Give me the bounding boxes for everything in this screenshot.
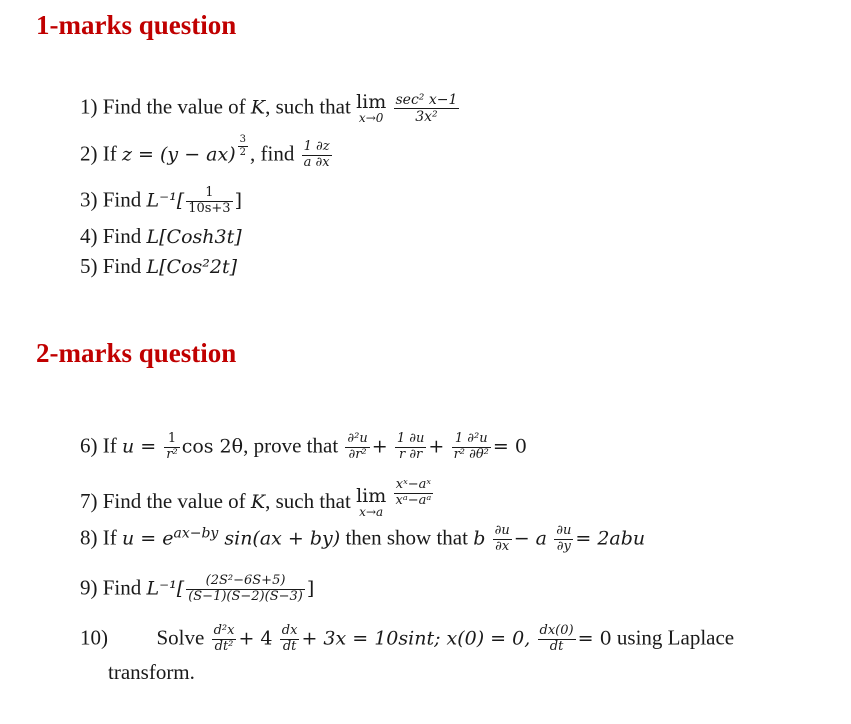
q6-term1: $\frac{\text{∂²u}}{\text{∂r²}}$ bbox=[347, 431, 368, 462]
q6-eq: = 0 bbox=[492, 435, 527, 458]
q8-exp: ax−by bbox=[173, 525, 219, 542]
q5-text: Find bbox=[102, 254, 147, 278]
question-4 bbox=[80, 226, 242, 247]
question-5 bbox=[80, 256, 237, 277]
q1-fraction bbox=[394, 92, 460, 125]
q7-var: K bbox=[250, 490, 266, 513]
q6-number: 6) bbox=[80, 433, 98, 458]
q10-line2: transform. bbox=[108, 660, 195, 684]
q10-number: 10) bbox=[80, 625, 108, 650]
question-9 bbox=[80, 574, 314, 605]
q1-denominator: 3x² bbox=[415, 109, 438, 126]
q5-expr: L[Cos²2t] bbox=[146, 256, 238, 278]
q6-plus1: + bbox=[371, 435, 388, 458]
q8-expr2: sin(ax + by) bbox=[218, 527, 341, 550]
question-2 bbox=[80, 134, 334, 171]
q3-text: Find bbox=[102, 187, 147, 212]
q10-deriv2: $\frac{dx}{dt}$ bbox=[281, 623, 298, 654]
q3-op: L⁻¹[ bbox=[146, 189, 185, 212]
q6-text: If bbox=[102, 433, 122, 458]
q6-term2: $\frac{1 \partial u}{r \partial r}$ bbox=[396, 431, 425, 462]
q6-prove: , prove that bbox=[243, 433, 344, 458]
q6-plus2: + bbox=[428, 435, 445, 458]
heading-2-marks: 2-marks question bbox=[36, 338, 237, 368]
q3-fraction: $\frac{1}{10s+3}$ bbox=[188, 185, 231, 216]
q3-number: 3) bbox=[80, 187, 98, 212]
q1-rest: , such that bbox=[265, 94, 357, 119]
question-8 bbox=[80, 524, 645, 555]
q5-number: 5) bbox=[80, 254, 98, 278]
q10-tail: using Laplace bbox=[611, 625, 735, 650]
q2-text: If bbox=[102, 141, 122, 166]
q4-text: Find bbox=[102, 224, 147, 248]
q1-number: 1) bbox=[80, 94, 98, 119]
q1-lim-word: lim bbox=[356, 90, 387, 113]
q3-close: ] bbox=[234, 189, 243, 212]
q9-number: 9) bbox=[80, 575, 98, 600]
q8-deriv2: $\frac{\partial u}{\partial y}$ bbox=[556, 523, 572, 554]
q8-eq: = 2abu bbox=[575, 527, 646, 550]
question-10 bbox=[80, 624, 734, 655]
q2-find: , find bbox=[250, 141, 300, 166]
q6-cos: cos 2θ bbox=[181, 435, 244, 458]
q8-text: If bbox=[102, 525, 122, 550]
question-7 bbox=[80, 478, 435, 519]
q10-deriv1: $\frac{\text{d²x}}{\text{dt²}}$ bbox=[213, 623, 235, 654]
q6-coef: $\frac{1}{\text{r²}}$ bbox=[166, 431, 178, 462]
q10-deriv3: $\frac{dx(0)}{dt}$ bbox=[539, 623, 574, 654]
q7-text: Find the value of bbox=[102, 488, 251, 513]
q4-expr: L[Cosh3t] bbox=[146, 226, 242, 248]
question-6 bbox=[80, 432, 527, 463]
q9-op: L⁻¹[ bbox=[146, 577, 185, 600]
q6-u: u = bbox=[122, 435, 163, 458]
q10-rest: + 3x = 10sint; x(0) = 0, bbox=[301, 627, 531, 650]
q4-number: 4) bbox=[80, 224, 98, 248]
q10-text: Solve bbox=[156, 625, 210, 650]
q8-deriv1: $\frac{\partial u}{\partial x}$ bbox=[494, 523, 510, 554]
q9-fraction: $\frac{\text{(2S²−6S+5)}}{(S-1)(S-2)(S-3)}$ bbox=[188, 573, 303, 604]
q1-lim-sub: x→0 bbox=[358, 110, 384, 125]
q7-limit: lim x→a bbox=[356, 485, 387, 520]
q1-limit bbox=[356, 90, 387, 125]
q1-text: Find the value of bbox=[102, 94, 251, 119]
heading-1-marks: 1-marks question bbox=[36, 10, 237, 40]
q8-minus: − a bbox=[513, 527, 548, 550]
q2-fraction: $\frac{1 \partial z}{a \partial x}$ bbox=[303, 139, 330, 170]
q6-term3: $\frac{\text{1 ∂²u}}{\text{r² ∂θ²}}$ bbox=[453, 431, 489, 462]
q8-expr1: u = e bbox=[122, 527, 174, 550]
q8-b: b bbox=[473, 527, 486, 550]
q7-rest: , such that bbox=[265, 488, 357, 513]
q8-then: then show that bbox=[340, 525, 474, 550]
q8-number: 8) bbox=[80, 525, 98, 550]
q2-number: 2) bbox=[80, 141, 98, 166]
q2-expr: z = (y − ax) bbox=[122, 143, 236, 166]
q10-eq: = 0 bbox=[577, 627, 612, 650]
q9-text: Find bbox=[102, 575, 147, 600]
q7-number: 7) bbox=[80, 488, 98, 513]
question-3 bbox=[80, 186, 242, 217]
q9-close: ] bbox=[306, 577, 315, 600]
q1-numerator: sec² x−1 bbox=[395, 92, 458, 108]
q1-var: K bbox=[250, 96, 266, 119]
q7-fraction: $\frac{\text{xˣ−aˣ}}{\text{xᵃ−aᵃ}}$ bbox=[395, 477, 432, 508]
q10-plus4: + 4 bbox=[238, 627, 273, 650]
q2-exponent: $\frac{3}{2}$ bbox=[239, 134, 246, 158]
question-1 bbox=[80, 92, 461, 125]
